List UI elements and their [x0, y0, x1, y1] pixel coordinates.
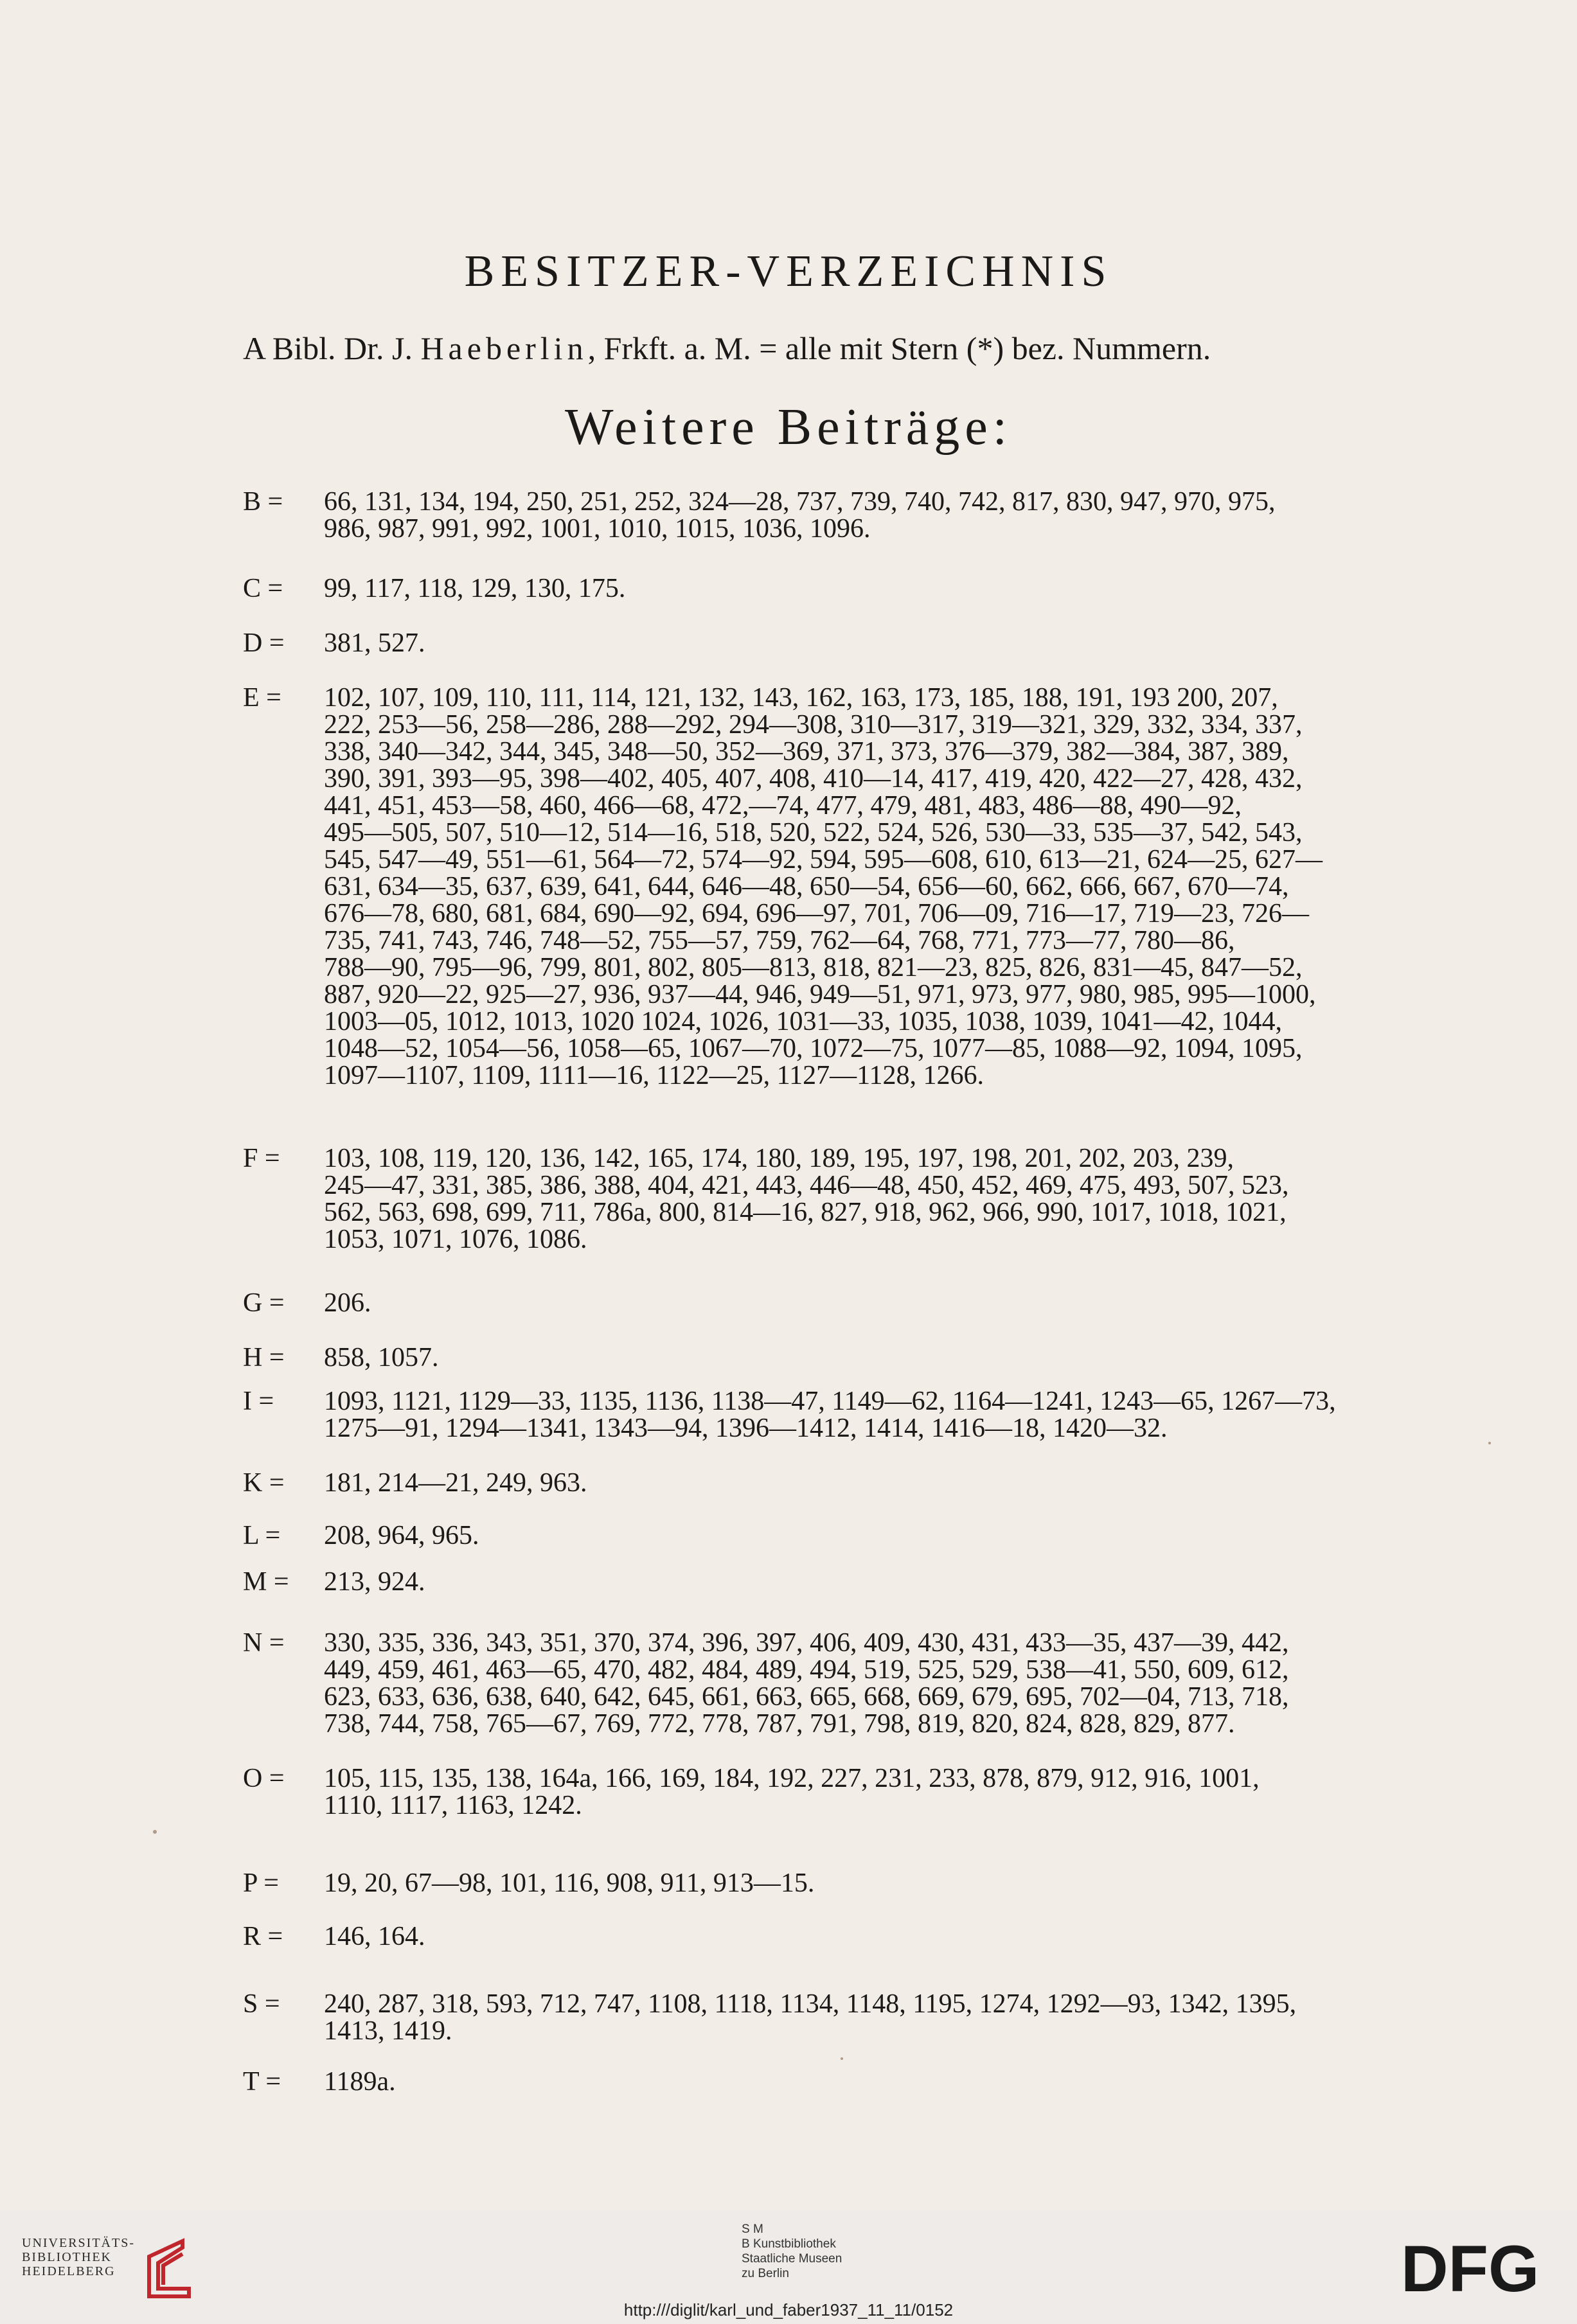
entry-key: C =	[243, 574, 283, 603]
smb-kunstbibliothek-logo[interactable]	[742, 2222, 842, 2281]
owner-prefix: A Bibl. Dr. J.	[243, 330, 413, 366]
heidelberg-library-logo[interactable]	[22, 2236, 195, 2307]
entry-line: 66, 131, 134, 194, 250, 251, 252, 324—28, 737, 739, 740, 742, 817, 830, 947, 970, 975,	[324, 487, 1276, 517]
index-entry	[243, 2068, 1474, 2095]
entry-key: S =	[243, 1989, 280, 2019]
library-name: UNIVERSITÄTS- BIBLIOTHEK HEIDELBERG	[22, 2236, 135, 2278]
entry-numbers	[324, 575, 1474, 602]
entry-numbers	[324, 1145, 1474, 1253]
library-mark-icon	[144, 2237, 195, 2302]
entry-numbers	[324, 1923, 1474, 1950]
index-entry	[243, 684, 1474, 1089]
smb-line: B Kunstbibliothek	[742, 2237, 836, 2251]
entry-numbers	[324, 1629, 1474, 1737]
entry-numbers	[324, 1765, 1474, 1819]
entry-numbers	[324, 630, 1474, 657]
entry-line: 495—505, 507, 510—12, 514—16, 518, 520, 522, 524, 526, 530—33, 535—37, 542, 543,	[324, 818, 1303, 847]
section-subtitle: Weitere Beiträge:	[565, 399, 1012, 456]
entry-key: T =	[243, 2067, 281, 2097]
entry-line: 390, 391, 393—95, 398—402, 405, 407, 408, 410—14, 417, 419, 420, 422—27, 428, 432,	[324, 764, 1303, 794]
entry-numbers	[324, 1469, 1474, 1496]
entry-key: B =	[243, 487, 283, 517]
index-entry	[243, 1290, 1474, 1317]
page-title: BESITZER-VERZEICHNIS	[464, 247, 1113, 296]
entry-line: 1110, 1117, 1163, 1242.	[324, 1791, 582, 1820]
entry-line: 245—47, 331, 385, 386, 388, 404, 421, 443, 446—48, 450, 452, 469, 475, 493, 507, 523,	[324, 1171, 1289, 1200]
index-entry	[243, 1145, 1474, 1253]
entry-key: F =	[243, 1144, 280, 1173]
paper-speck	[841, 2057, 843, 2060]
entry-line: 330, 335, 336, 343, 351, 370, 374, 396, 397, 406, 409, 430, 431, 433—35, 437—39, 442,	[324, 1628, 1289, 1658]
index-entry	[243, 1469, 1474, 1496]
entry-line: 105, 115, 135, 138, 164a, 166, 169, 184, 192, 227, 231, 233, 878, 879, 912, 916, 1001,	[324, 1764, 1260, 1793]
entry-line: 103, 108, 119, 120, 136, 142, 165, 174, 180, 189, 195, 197, 198, 201, 202, 203, 239,	[324, 1144, 1234, 1173]
entry-key: E =	[243, 683, 281, 713]
entry-key: K =	[243, 1468, 285, 1498]
index-entry	[243, 630, 1474, 657]
entry-key: L =	[243, 1521, 281, 1550]
entry-line: 1097—1107, 1109, 1111—16, 1122—25, 1127—1128, 1266.	[324, 1061, 985, 1090]
entry-key: M =	[243, 1567, 289, 1597]
entry-line: 208, 964, 965.	[324, 1521, 479, 1550]
entry-line: 1003—05, 1012, 1013, 1020 1024, 1026, 1031—33, 1035, 1038, 1039, 1041—42, 1044,	[324, 1007, 1282, 1036]
entry-numbers	[324, 2068, 1474, 2095]
index-entry	[243, 1388, 1474, 1442]
owner-suffix: , Frkft. a. M. = alle mit Stern (*) bez. Nummern.	[587, 330, 1211, 366]
index-entry	[243, 1568, 1474, 1595]
smb-line: Staatliche Museen	[742, 2252, 842, 2266]
entry-line: 338, 340—342, 344, 345, 348—50, 352—369, 371, 373, 376—379, 382—384, 387, 389,	[324, 737, 1289, 767]
entry-line: 222, 253—56, 258—286, 288—292, 294—308, 310—317, 319—321, 329, 332, 334, 337,	[324, 710, 1303, 740]
entry-key: N =	[243, 1628, 285, 1658]
entry-line: 887, 920—22, 925—27, 936, 937—44, 946, 949—51, 971, 973, 977, 980, 985, 995—1000,	[324, 980, 1316, 1009]
entry-numbers	[324, 1568, 1474, 1595]
index-entry	[243, 1870, 1474, 1897]
index-entry	[243, 1765, 1474, 1819]
entry-key: O =	[243, 1764, 285, 1793]
entry-line: 449, 459, 461, 463—65, 470, 482, 484, 489, 494, 519, 525, 529, 538—41, 550, 609, 612,	[324, 1655, 1289, 1685]
entry-line: 181, 214—21, 249, 963.	[324, 1468, 587, 1498]
dfg-logo-text: DFG	[1401, 2237, 1540, 2299]
entry-key: R =	[243, 1922, 283, 1951]
entry-numbers	[324, 1991, 1474, 2045]
index-entry	[243, 1344, 1474, 1371]
entry-numbers	[324, 1388, 1474, 1442]
entry-numbers	[324, 1290, 1474, 1317]
entry-key: D =	[243, 628, 285, 658]
entry-line: 240, 287, 318, 593, 712, 747, 1108, 1118, 1134, 1148, 1195, 1274, 1292—93, 1342, 1395,	[324, 1989, 1297, 2019]
entry-line: 213, 924.	[324, 1567, 425, 1597]
entry-line: 1189a.	[324, 2067, 396, 2097]
entry-line: 1048—52, 1054—56, 1058—65, 1067—70, 1072—75, 1077—85, 1088—92, 1094, 1095,	[324, 1034, 1303, 1063]
entry-numbers	[324, 488, 1474, 542]
paper-speck	[1488, 1442, 1491, 1444]
entry-numbers	[324, 1344, 1474, 1371]
paper-speck	[153, 1830, 157, 1834]
entry-line: 1413, 1419.	[324, 2016, 452, 2046]
entry-numbers	[324, 1870, 1474, 1897]
entry-numbers	[324, 1522, 1474, 1549]
entry-line: 788—90, 795—96, 799, 801, 802, 805—813, 818, 821—23, 825, 826, 831—45, 847—52,	[324, 953, 1303, 982]
entry-key: I =	[243, 1387, 274, 1416]
entry-line: 1275—91, 1294—1341, 1343—94, 1396—1412, 1414, 1416—18, 1420—32.	[324, 1414, 1168, 1443]
entry-line: 99, 117, 118, 129, 130, 175.	[324, 574, 626, 603]
index-entry	[243, 1923, 1474, 1950]
owner-line	[243, 326, 1211, 371]
page-url[interactable]: http:///diglit/karl_und_faber1937_11_11/0152	[623, 2300, 954, 2320]
smb-line: zu Berlin	[742, 2267, 789, 2280]
entry-numbers	[324, 684, 1474, 1089]
dfg-logo[interactable]	[1401, 2237, 1562, 2299]
entry-line: 381, 527.	[324, 628, 425, 658]
entry-key: P =	[243, 1868, 279, 1898]
entry-line: 735, 741, 743, 746, 748—52, 755—57, 759, 762—64, 768, 771, 773—77, 780—86,	[324, 926, 1235, 955]
entry-line: 1093, 1121, 1129—33, 1135, 1136, 1138—47, 1149—62, 1164—1241, 1243—65, 1267—73,	[324, 1387, 1336, 1416]
entry-line: 1053, 1071, 1076, 1086.	[324, 1225, 587, 1254]
entry-line: 858, 1057.	[324, 1343, 439, 1372]
entry-line: 146, 164.	[324, 1922, 425, 1951]
index-entry	[243, 575, 1474, 602]
entry-line: 631, 634—35, 637, 639, 641, 644, 646—48, 650—54, 656—60, 662, 666, 667, 670—74,	[324, 872, 1289, 901]
entry-key: G =	[243, 1288, 285, 1318]
index-entry	[243, 1522, 1474, 1549]
entry-line: 545, 547—49, 551—61, 564—72, 574—92, 594, 595—608, 610, 613—21, 624—25, 627—	[324, 845, 1323, 874]
entry-line: 206.	[324, 1288, 371, 1318]
entry-line: 441, 451, 453—58, 460, 466—68, 472,—74, 477, 479, 481, 483, 486—88, 490—92,	[324, 791, 1242, 820]
entry-line: 623, 633, 636, 638, 640, 642, 645, 661, 663, 665, 668, 669, 679, 695, 702—04, 713, 718,	[324, 1682, 1289, 1712]
entry-line: 102, 107, 109, 110, 111, 114, 121, 132, 143, 162, 163, 173, 185, 188, 191, 193 200, 207,	[324, 683, 1278, 713]
entry-line: 19, 20, 67—98, 101, 116, 908, 911, 913—15.	[324, 1868, 815, 1898]
smb-line: S M	[742, 2222, 763, 2236]
entry-line: 986, 987, 991, 992, 1001, 1010, 1015, 1036, 1096.	[324, 514, 871, 544]
entry-line: 676—78, 680, 681, 684, 690—92, 694, 696—97, 701, 706—09, 716—17, 719—23, 726—	[324, 899, 1309, 928]
index-entry	[243, 1629, 1474, 1737]
entry-line: 562, 563, 698, 699, 711, 786a, 800, 814—16, 827, 918, 962, 966, 990, 1017, 1018, 1021,	[324, 1198, 1287, 1227]
index-entry	[243, 1991, 1474, 2045]
owner-name: Haeberlin	[420, 330, 588, 366]
entry-line: 738, 744, 758, 765—67, 769, 772, 778, 787, 791, 798, 819, 820, 824, 828, 829, 877.	[324, 1709, 1235, 1739]
index-entry	[243, 488, 1474, 542]
entry-key: H =	[243, 1343, 285, 1372]
